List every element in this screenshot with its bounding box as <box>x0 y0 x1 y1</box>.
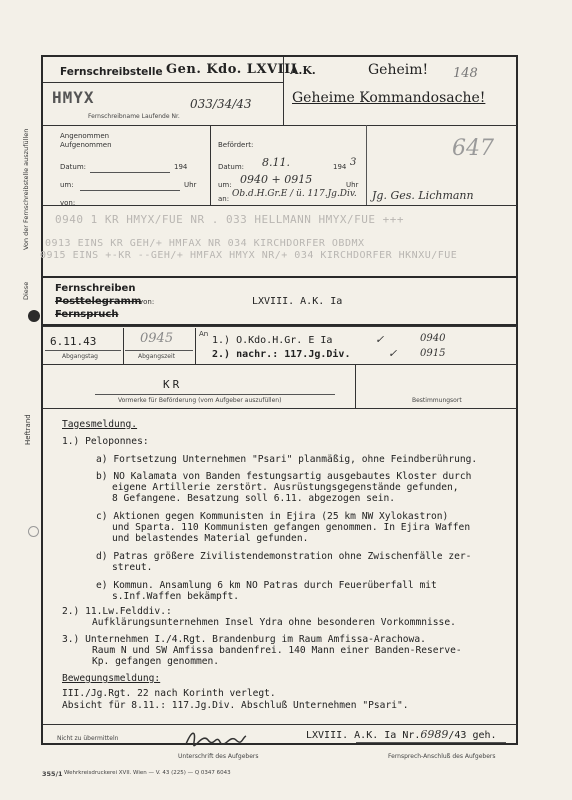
serial-written: 033/34/43 <box>190 97 252 111</box>
recipient-1-time: 0940 <box>420 333 446 344</box>
recipient-2-time: 0915 <box>420 348 446 359</box>
body-line-14: Aufklärungsunternehmen Insel Ydra ohne besonderen Vorkommnisse. <box>92 617 456 628</box>
destination-label: Bestimmungsort <box>412 397 462 404</box>
forwarded-label: Befördert: <box>218 141 254 149</box>
station-label: Fernschreibstelle <box>60 66 163 78</box>
reference-number: 6989 <box>420 728 449 741</box>
body-line-3: b) NO Kalamata von Banden festungsartig ausgebautes Kloster durch <box>96 471 472 482</box>
priority-value: KR <box>163 378 183 391</box>
forwarded-date-label: Datum: <box>218 163 245 171</box>
received-date-label: Datum: <box>60 163 87 171</box>
ghost-line-2: 0913 EINS KR GEH/+ HMFAX NR 034 KIRCHDORFER OBDMX <box>45 238 365 249</box>
station-stamp: Gen. Kdo. LXVIII <box>166 62 298 77</box>
secret-handwritten: 148 <box>453 66 478 81</box>
received-date-line <box>90 172 170 173</box>
recipient-2-check: ✓ <box>388 347 398 360</box>
received-time-line <box>80 190 180 191</box>
recipient-2: 2.) nachr.: 117.Jg.Div. <box>212 349 351 360</box>
from-value: LXVIII. A.K. Ia <box>252 296 343 307</box>
body-line-8: und belastendes Material gefunden. <box>112 533 309 544</box>
not-transmit-label: Nicht zu übermitteln <box>57 735 119 742</box>
row-divider-1 <box>43 125 517 126</box>
reference-prefix: LXVIII. A.K. Ia Nr. <box>306 730 421 741</box>
serial-stamp: HMYX <box>52 88 95 107</box>
dispatch-day-line <box>45 350 121 351</box>
dispatch-div-1 <box>123 328 124 364</box>
footer-top <box>43 724 517 725</box>
forwarded-to-label: an: <box>218 195 230 203</box>
dispatch-end <box>43 408 517 409</box>
dispatch-time-line <box>125 350 193 351</box>
body-line-7: und Sparta. 110 Kommunisten gefangen genommen. In Ejira Waffen <box>112 522 471 533</box>
from-label: von: <box>139 298 155 306</box>
forwarded-year: 194 <box>333 163 347 171</box>
serial-caption: Fernschreibname Laufende Nr. <box>88 113 180 120</box>
reference-suffix: /43 geh. <box>448 730 497 741</box>
dispatch-bottom <box>43 364 517 365</box>
body-line-11: e) Kommun. Ansamlung 6 km NO Patras durch Feuerüberfall mit <box>96 580 437 591</box>
station-suffix: A.K. <box>290 64 316 77</box>
body-line-12: s.Inf.Waffen bekämpft. <box>112 591 240 602</box>
side-text: Von der Fernschreibstelle auszufüllen <box>22 128 30 250</box>
type-fernspruch: Fernspruch <box>55 309 119 320</box>
header-vertical <box>283 57 284 125</box>
phone-line <box>356 742 506 743</box>
body-line-16: Raum N und SW Amfissa bandenfrei. 140 Mann einer Banden-Reserve- <box>92 645 462 656</box>
recv-fwd-divider <box>210 125 211 205</box>
forwarded-time-unit: Uhr <box>346 181 359 189</box>
dispatch-day: 6.11.43 <box>50 335 97 348</box>
forwarded-date-value: 8.11. <box>262 156 290 169</box>
body-line-17: Kp. gefangen genommen. <box>92 656 220 667</box>
fwd-corner-divider <box>366 125 367 205</box>
secret-label: Geheim! <box>368 62 429 78</box>
received-label1: Angenommen <box>60 132 110 140</box>
priority-label: Vormerke für Beförderung (vom Aufgeber auszufüllen) <box>118 397 282 404</box>
body-line-5: 8 Gefangene. Besatzung soll 6.11. abgezogen sein. <box>112 493 396 504</box>
body-line-13: 2.) 11.Lw.Felddiv.: <box>62 606 172 617</box>
forwarded-time-value: 0940 + 0915 <box>240 173 313 186</box>
received-time-label: um: <box>60 181 74 189</box>
punch-hole-top <box>28 310 40 322</box>
body-line-19: III./Jg.Rgt. 22 nach Korinth verlegt. <box>62 688 276 699</box>
body-line-9: d) Patras größere Zivilistendemonstration ohne Zwischenfälle zer- <box>96 551 472 562</box>
dispatch-top <box>43 326 517 327</box>
received-year: 194 <box>174 163 188 171</box>
body-line-1: 1.) Peloponnes: <box>62 436 149 447</box>
punch-hole-bottom <box>28 526 39 537</box>
forwarded-signature: Jg. Ges. Lichmann <box>372 189 474 202</box>
body-line-6: c) Aktionen gegen Kommunisten in Ejira (25 km NW Xylokastron) <box>96 511 449 522</box>
sender-signature <box>182 728 248 750</box>
body-line-10: streut. <box>112 562 153 573</box>
reference <box>306 728 497 741</box>
sender-signature-label: Unterschrift des Aufgebers <box>178 753 259 760</box>
forwarded-corner-mark: 647 <box>452 136 494 161</box>
phone-label: Fernsprech-Anschluß des Aufgebers <box>388 753 496 760</box>
type-posttelegramm: Posttelegramm <box>55 296 142 307</box>
priority-line <box>95 394 335 395</box>
report-title: Tagesmeldung. <box>62 419 138 430</box>
priority-divider <box>355 364 356 408</box>
body-line-20: Absicht für 8.11.: 117.Jg.Div. Abschluß Unternehmen "Psari". <box>62 700 409 711</box>
forwarded-to-value: Ob.d.H.Gr.E / ü. 117.Jg.Div. <box>232 189 357 199</box>
dispatch-div-2 <box>195 328 196 364</box>
ghost-line-1: 0940 1 KR HMYX/FUE NR . 033 HELLMANN HMYX/FUE +++ <box>55 213 405 226</box>
dispatch-time: 0945 <box>140 331 174 346</box>
received-from-label: von: <box>60 199 76 207</box>
side-text-lower: Diese <box>22 281 30 300</box>
body-line-15: 3.) Unternehmen I./4.Rgt. Brandenburg im Raum Amfissa-Arachowa. <box>62 634 426 645</box>
dispatch-time-label: Abgangszeit <box>138 353 175 360</box>
header-divider <box>43 82 283 83</box>
dispatch-to-label: An <box>199 330 209 338</box>
received-label2: Aufgenommen <box>60 141 112 149</box>
type-fernschreiben: Fernschreiben <box>55 283 136 294</box>
forwarded-year-written: 3 <box>350 157 357 168</box>
recipient-1-check: ✓ <box>375 333 385 346</box>
recipient-1: 1.) O.Kdo.H.Gr. E Ia <box>212 335 333 346</box>
secret-command: Geheime Kommandosache! <box>292 90 486 106</box>
form-id: 355/1 <box>42 770 63 778</box>
heftrand-label: Heftrand <box>24 414 32 445</box>
body-line-18: Bewegungsmeldung: <box>62 673 161 684</box>
row-divider-2 <box>43 205 517 206</box>
body-line-2: a) Fortsetzung Unternehmen "Psari" planmäßig, ohne Feindberührung. <box>96 454 478 465</box>
ghost-line-3: 0915 EINS +-KR --GEH/+ HMFAX HMYX NR/+ 034 KIRCHDORFER HKNXU/FUE <box>40 250 458 261</box>
printer-line: Wehrkreisdruckerei XVII. Wien — V. 43 (225) — Q 0347 6043 <box>64 770 231 776</box>
forwarded-time-label: um: <box>218 181 232 189</box>
body-line-4: eigene Artillerie zerstört. Ausrüstungsgegenstände gefunden, <box>112 482 459 493</box>
dispatch-day-label: Abgangstag <box>62 353 98 360</box>
received-time-unit: Uhr <box>184 181 197 189</box>
